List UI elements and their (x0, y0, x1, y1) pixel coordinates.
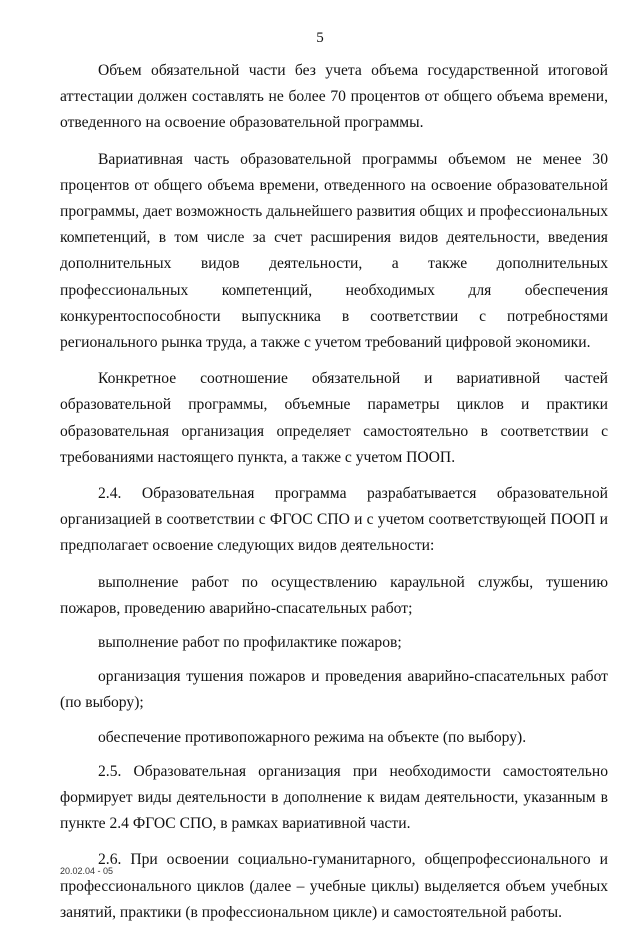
paragraph-mandatory-part: Объем обязательной части без учета объема государственной итоговой аттестации должен составлять не более 70 процентов от общего объема времени, отведенного на освоение образовательной программы. (60, 62, 608, 132)
activity-item-1: выполнение работ по осуществлению караульной службы, тушению пожаров, проведению аварийно-спасательных работ; (60, 573, 608, 617)
paragraph-ratio: Конкретное соотношение обязательной и вариативной частей образовательной программы, объемные параметры циклов и практики образовательная организация определяет самостоятельно в соответствии с требованиями настоящего пункта, а также с учетом ПООП. (60, 370, 608, 466)
page-number: 5 (316, 30, 324, 46)
activity-item-3: организация тушения пожаров и проведения аварийно-спасательных работ (по выбору); (60, 668, 608, 712)
footer-code: 20.02.04 - 05 (60, 866, 114, 876)
paragraph-2-4: 2.4. Образовательная программа разрабатывается образовательной организацией в соответствии с ФГОС СПО и с учетом соответствующей ПООП и предполагает освоение следующих видов деятельности: (60, 485, 608, 555)
document-body (60, 58, 608, 936)
paragraph-2-6: 2.6. При освоении социально-гуманитарного, общепрофессионального и профессионального циклов (далее – учебные циклы) выделяется объем учебных занятий, практики (в профессиональном цикле) и самостоятельной работы. (60, 851, 608, 921)
paragraph-2-5: 2.5. Образовательная организация при необходимости самостоятельно формирует виды деятельности в дополнение к видам деятельности, указанным в пункте 2.4 ФГОС СПО, в рамках вариативной части. (60, 762, 608, 833)
paragraph-variable-part: Вариативная часть образовательной программы объемом не менее 30 процентов от общего объема времени, отведенного на освоение образовательной программы, дает возможность дальнейшего развития общих и профессиональных компетенций, в том числе за счет расширения видов деятельности, введения дополнительных видов деятельности, а также дополнительных профессиональных компетенций, необходимых для обеспечения конкурентоспособности выпускника в соответствии с потребностями регионального рынка труда, а также с учетом требований цифровой экономики. (60, 150, 608, 352)
activity-item-4: обеспечение противопожарного режима на объекте (по выбору). (98, 728, 527, 746)
activity-item-2: выполнение работ по профилактике пожаров; (98, 634, 402, 652)
